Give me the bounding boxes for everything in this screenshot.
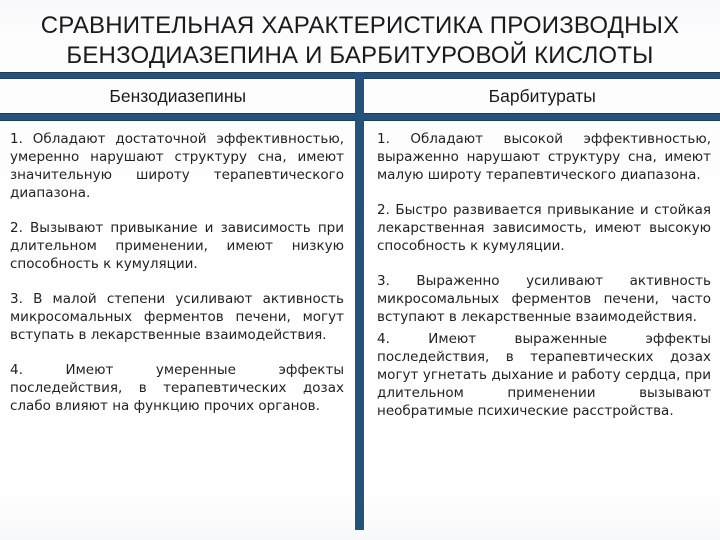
slide-title-line-2: БЕНЗОДИАЗЕПИНА И БАРБИТУРОВОЙ КИСЛОТЫ <box>66 42 654 69</box>
column-header-barbiturates: Барбитураты <box>488 85 596 106</box>
barbiturates-item-4: 4. Имеют выраженные эффекты последействия, в терапевтических дозах могут угнетать дыхание и работу сердца, при длительном применении вызывают необратимые психические расстройства. <box>377 331 711 419</box>
benzodiazepines-item-3: 3. В малой степени усиливают активность микросомальных ферментов печени, могут вступать в лекарственные взаимодействия. <box>10 291 344 343</box>
slide-title-line-1: СРАВНИТЕЛЬНАЯ ХАРАКТЕРИСТИКА ПРОИЗВОДНЫХ <box>40 12 680 39</box>
benzodiazepines-item-1: 1. Обладают достаточной эффективностью, умеренно нарушают структуру сна, имеют значительную широту терапевтического диапазона. <box>10 131 344 201</box>
benzodiazepines-item-2: 2. Вызывают привыкание и зависимость при длительном применении, имеют низкую способность к кумуляции. <box>10 220 344 272</box>
column-benzodiazepines <box>0 121 355 437</box>
benzodiazepines-item-4: 4. Имеют умеренные эффекты последействия, в терапевтических дозах слабо влияют на функцию прочих органов. <box>10 362 344 414</box>
barbiturates-item-2: 2. Быстро развивается привыкание и стойкая лекарственная зависимость, имеют высокую способность к кумуляции. <box>377 202 711 254</box>
barbiturates-item-1: 1. Обладают высокой эффективностью, выраженно нарушают структуру сна, имеют малую широту терапевтического диапазона. <box>377 131 711 183</box>
comparison-table <box>0 72 720 437</box>
slide-title <box>0 0 720 71</box>
column-divider <box>355 72 364 530</box>
column-barbiturates <box>364 121 720 437</box>
barbiturates-item-3: 3. Выраженно усиливают активность микросомальных ферментов печени, часто вступают в лекарственные взаимодействия. <box>377 273 711 325</box>
column-header-benzodiazepines: Бензодиазепины <box>109 85 247 106</box>
